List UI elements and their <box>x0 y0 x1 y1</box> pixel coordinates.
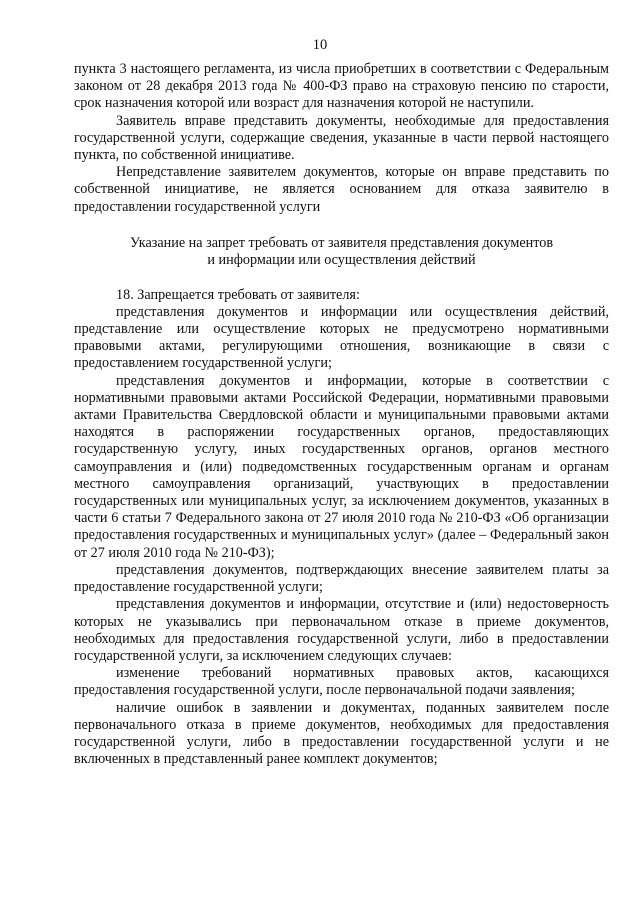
paragraph-continuation: пункта 3 настоящего регламента, из числа приобретших в соответствии с Федеральным законом от 28 декабря 2013 года № 400-ФЗ право на страховую пенсию по старости, срок назначения которой или возраст для назначения которой не наступили. <box>74 61 609 112</box>
paragraph: представления документов и информации, отсутствие и (или) недостоверность которых не указывались при первоначальном отказе в приеме документов, необходимых для предоставления государственной услуги, либо в предоставлении государственной услуги, за исключением следующих случаев: <box>74 596 609 664</box>
paragraph: Заявитель вправе представить документы, необходимые для предоставления государственной услуги, содержащие сведения, указанные в части первой настоящего пункта, по собственной инициативе. <box>74 112 609 164</box>
section-heading <box>74 235 609 270</box>
section-heading-line: Указание на запрет требовать от заявителя представления документов <box>129 234 554 251</box>
paragraph: представления документов и информации или осуществления действий, представление или осуществление которых не предусмотрено нормативными правовыми актами, регулирующими отношения, возникающие в связи с предоставлением государственной услуги; <box>74 303 609 372</box>
document-body <box>74 61 609 768</box>
paragraph: представления документов, подтверждающих внесение заявителем платы за предоставление государственной услуги; <box>74 561 609 596</box>
paragraph: изменение требований нормативных правовых актов, касающихся предоставления государственной услуги, после первоначальной подачи заявления; <box>74 665 609 699</box>
paragraph: Непредставление заявителем документов, которые он вправе представить по собственной инициативе, не является основанием для отказа заявителю в предоставлении государственной услуги <box>74 164 609 215</box>
paragraph-item-18: 18. Запрещается требовать от заявителя: <box>116 286 360 303</box>
paragraph: наличие ошибок в заявлении и документах, поданных заявителем после первоначального отказа в приеме документов, необходимых для предоставления государственной услуги, либо в предоставлении государственной услуги и не включенных в представленный ранее комплект документов; <box>74 699 609 768</box>
paragraph: представления документов и информации, которые в соответствии с нормативными правовыми актами Российской Федерации, нормативными правовыми актами Правительства Свердловской области и муниципальными правовыми актами находятся в распоряжении государственных органов, предоставляющих государственную услугу, иных государственных органов, органов местного самоуправления и (или) подведомственных государственным органам и органам местного самоуправления организаций, участвующих в предоставлении государственных или муниципальных услуг, за исключением документов, указанных в части 6 статьи 7 Федерального закона от 27 июля 2010 года № 210-ФЗ «Об организации предоставления государственных и муниципальных услуг» (далее – Федеральный закон от 27 июля 2010 года № 210-ФЗ); <box>74 372 609 561</box>
page-number: 10 <box>312 37 328 53</box>
section-heading-line: и информации или осуществления действий <box>207 252 476 269</box>
